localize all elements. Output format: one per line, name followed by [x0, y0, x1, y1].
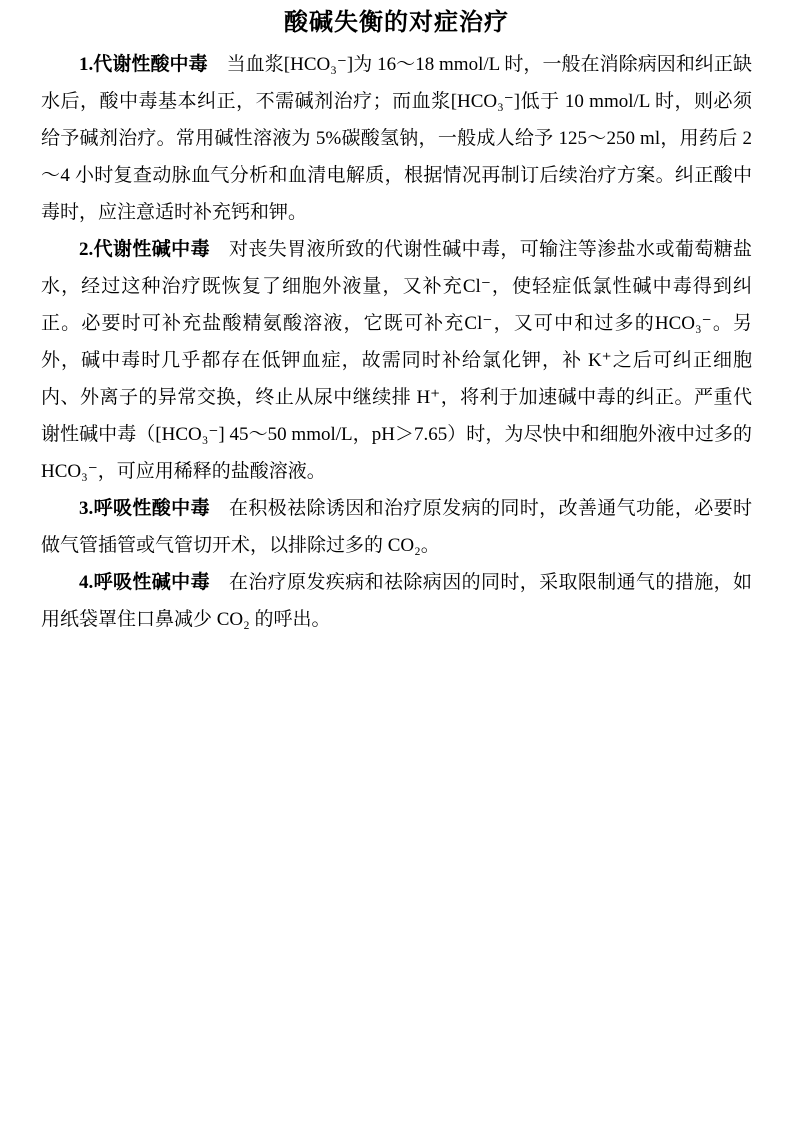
- paragraph-metabolic-alkalosis: [41, 231, 752, 490]
- paragraph-4-body: 在治疗原发疾病和祛除病因的同时，采取限制通气的措施，如用纸袋罩住口鼻减少 CO₂ 的呼出。: [41, 572, 752, 630]
- paragraph-metabolic-acidosis: [41, 46, 752, 231]
- paragraph-3-heading: 3.呼吸性酸中毒: [79, 498, 210, 519]
- paragraph-3-body: 在积极祛除诱因和治疗原发病的同时，改善通气功能，必要时做气管插管或气管切开术，以排除过多的 CO₂。: [41, 498, 752, 556]
- paragraph-respiratory-acidosis: [41, 490, 752, 564]
- paragraph-2-body: 对丧失胃液所致的代谢性碱中毒，可输注等渗盐水或葡萄糖盐水，经过这种治疗既恢复了细胞外液量，又补充Cl⁻，使轻症低氯性碱中毒得到纠正。必要时可补充盐酸精氨酸溶液，它既可补充Cl⁻，又可中和过多的HCO₃⁻。另外，碱中毒时几乎都存在低钾血症，故需同时补给氯化钾，补 K⁺之后可纠正细胞内、外离子的异常交换，终止从尿中继续排 H⁺，将利于加速碱中毒的纠正。严重代谢性碱中毒（[HCO₃⁻] 45～50 mmol/L，pH＞7.65）时，为尽快中和细胞外液中过多的HCO₃⁻，可应用稀释的盐酸溶液。: [41, 239, 752, 482]
- paragraph-1-body: 当血浆[HCO₃⁻]为 16～18 mmol/L 时，一般在消除病因和纠正缺水后，酸中毒基本纠正，不需碱剂治疗；而血浆[HCO₃⁻]低于 10 mmol/L 时，则必须给予碱剂治疗。常用碱性溶液为 5%碳酸氢钠，一般成人给予 125～250 ml，用药后 2～4 小时复查动脉血气分析和血清电解质，根据情况再制订后续治疗方案。纠正酸中毒时，应注意适时补充钙和钾。: [41, 54, 752, 223]
- paragraph-4-heading: 4.呼吸性碱中毒: [79, 572, 210, 593]
- document-title: 酸碱失衡的对症治疗: [284, 10, 509, 36]
- paragraph-respiratory-alkalosis: [41, 564, 752, 638]
- paragraph-1-heading: 1.代谢性酸中毒: [79, 54, 208, 75]
- paragraph-2-heading: 2.代谢性碱中毒: [79, 239, 210, 260]
